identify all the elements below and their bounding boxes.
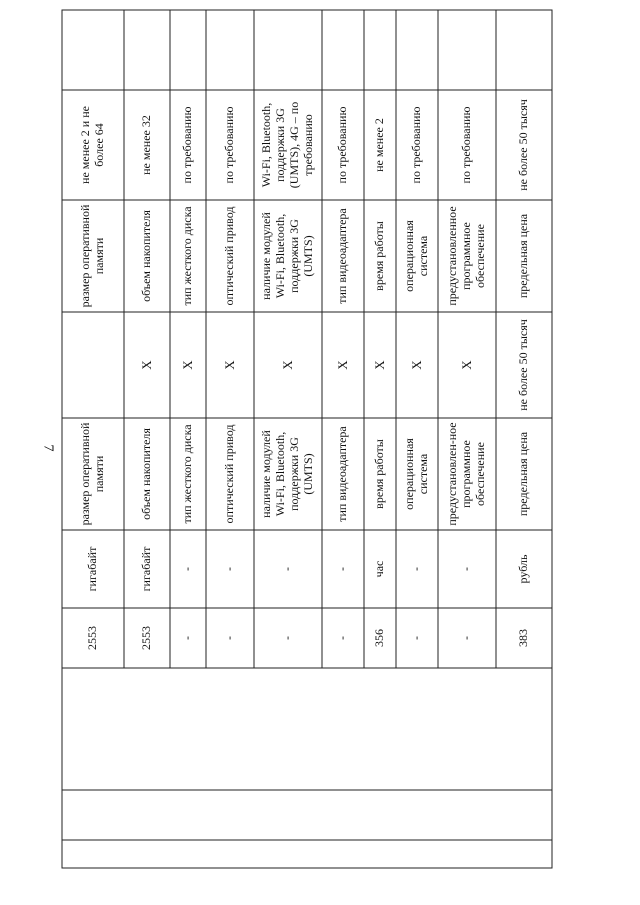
table-cell-code: - [459,636,474,640]
table-cell-unit: - [180,567,195,571]
table-cell-name2: предельная цена [516,213,531,299]
table-cell-name2: тип видеоадаптера [335,208,350,304]
table-cell-mark: X [221,360,237,370]
table-cell-name2: размер оперативной памяти [78,204,106,308]
table-cell-mark: X [408,360,424,370]
table-cell-mark [64,315,122,415]
table-cell-code: 356 [372,629,387,647]
table-cell-name1: оптический привод [222,424,237,524]
table-cell-unit: - [280,567,295,571]
table-cell-value2: по требованию [222,106,237,184]
table-cell-value2: по требованию [335,106,350,184]
table-cell-value2: не более 50 тысяч [516,99,531,191]
table-cell-mark: X [279,360,295,370]
table-cell-mark: X [334,360,350,370]
page-number: 7 [40,444,56,452]
table-cell-unit: - [222,567,237,571]
table-cell-name2: наличие модулей Wi-Fi, Bluetooth, поддержки 3G (UMTS) [259,212,315,300]
table-cell-value2: по требованию [180,106,195,184]
table-cell-name1: время работы [372,439,387,509]
table-cell-value2: не менее 2 и не более 64 [78,106,106,184]
table-cell-code: 383 [516,629,531,647]
table-cell-name2: оптический привод [222,206,237,306]
table-cell-name1: размер оперативной памяти [78,422,106,526]
table-cell-unit: - [409,567,424,571]
table-cell-code: - [409,636,424,640]
table-cell-name1: предустановлен-ное программное обеспечение [445,422,487,526]
table-cell-code: - [335,636,350,640]
table-cell-name1: тип жесткого диска [180,424,195,524]
table-cell-mark: X [371,360,387,370]
table-cell-name1: операционная система [402,438,430,510]
table-cell-value2: по требованию [459,106,474,184]
table-cell-name1: тип видеоадаптера [335,426,350,522]
table-cell-unit: - [459,567,474,571]
table-cell-mark: X [179,360,195,370]
table-cell-mark: X [138,360,154,370]
table-cell-name2: тип жесткого диска [180,206,195,306]
table-cell-code: - [180,636,195,640]
table-cell-name2: время работы [372,221,387,291]
table-cell-mark: X [458,360,474,370]
table-cell-name2: предустановленное программное обеспечение [445,206,487,306]
table-cell-code: - [222,636,237,640]
table-cell-unit: гигабайт [139,546,154,592]
table-cell-name1: предельная цена [516,431,531,517]
table-cell-code: 2553 [85,626,100,650]
table-cell-value2: Wi-Fi, Bluetooth, поддержки 3G (UMTS), 4G – по требованию [259,101,315,189]
table-cell-unit: час [372,560,387,578]
table-cell-mark: не более 50 тысяч [516,319,531,411]
table-cell-code: 2553 [139,626,154,650]
table-cell-code: - [280,636,295,640]
table-cell-name1: наличие модулей Wi-Fi, Bluetooth, поддержки 3G (UMTS) [259,430,315,518]
table-cell-name2: объем накопителя [139,210,154,302]
table-cell-name1: объем накопителя [139,428,154,520]
table-cell-value2: не менее 32 [139,115,154,175]
table-cell-unit: рубль [516,554,531,584]
table-cell-value2: не менее 2 [372,118,387,172]
table-cell-unit: - [335,567,350,571]
table-cell-unit: гигабайт [85,546,100,592]
table-cell-name2: операционная система [402,220,430,292]
table-cell-value2: по требованию [409,106,424,184]
